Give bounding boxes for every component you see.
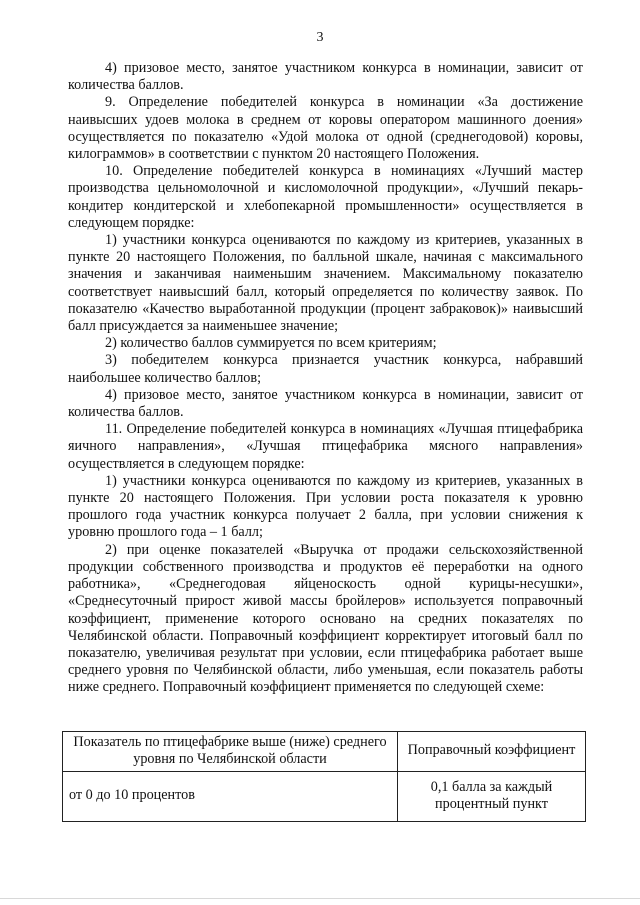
table-header-cell: Поправочный коэффициент: [398, 732, 586, 772]
paragraph: 2) при оценке показателей «Выручка от продажи сельскохозяйственной продукции собственного производства и продуктов её переработки на одного работника», «Среднегодовая яйценоскость одной курицы-несушки», «Среднесуточный прирост живой массы бройлеров» используется поправочный коэффициент, применение которого основано на средних показателях по Челябинской области. Поправочный коэффициент корректирует итоговый балл по показателю, увеличивая результат при условии, если птицефабрика работает выше среднего уровня по Челябинской области, либо уменьшая, если показатель работы ниже среднего. Поправочный коэффициент применяется по следующей схеме:: [68, 541, 583, 696]
table-header-cell: Показатель по птицефабрике выше (ниже) среднего уровня по Челябинской области: [63, 732, 398, 772]
coefficient-table: [62, 731, 586, 822]
paragraph: 2) количество баллов суммируется по всем критериям;: [105, 335, 437, 352]
scan-edge-line: [0, 898, 640, 899]
paragraph: 10. Определение победителей конкурса в номинациях «Лучший мастер производства цельномолочной и кисломолочной продукции», «Лучший пекарь-кондитер кондитерской и хлебопекарной промышленности» осуществляется в следующем порядке:: [68, 163, 583, 231]
paragraph: 4) призовое место, занятое участником конкурса в номинации, зависит от количества баллов.: [68, 386, 583, 421]
paragraph: 1) участники конкурса оцениваются по каждому из критериев, указанных в пункте 20 настоящего Положения. При условии роста показателя к уровню прошлого года участник конкурса получает 2 балла, при условии снижения к уровню прошлого года – 1 балл;: [68, 472, 583, 541]
paragraph: 9. Определение победителей конкурса в номинации «За достижение наивысших удоев молока в среднем от коровы оператором машинного доения» осуществляется по показателю «Удой молока от одной (среднегодовой) коровы, килограммов» в соответствии с пунктом 20 настоящего Положения.: [68, 94, 583, 163]
table-header-row: [63, 732, 586, 772]
document-body: [68, 60, 583, 697]
paragraph: 11. Определение победителей конкурса в номинациях «Лучшая птицефабрика яичного направления», «Лучшая птицефабрика мясного направления» осуществляется в следующем порядке:: [68, 421, 583, 472]
page-number: 3: [316, 30, 324, 45]
table-row: [63, 772, 586, 822]
paragraph: 1) участники конкурса оцениваются по каждому из критериев, указанных в пункте 20 настоящего Положения, по балльной шкале, начиная с максимального значения и заканчивая наименьшим значением. Максимальному показателю соответствует наивысший балл, который определяется по количеству заявок. По показателю «Качество выработанной продукции (процент забраковок)» наивысший балл присуждается за наименьшее значение;: [68, 232, 583, 335]
table-cell: 0,1 балла за каждый процентный пункт: [398, 772, 586, 822]
paragraph: 4) призовое место, занятое участником конкурса в номинации, зависит от количества баллов.: [68, 60, 583, 94]
paragraph: 3) победителем конкурса признается участник конкурса, набравший наибольшее количество баллов;: [68, 352, 583, 386]
table-cell: от 0 до 10 процентов: [63, 772, 398, 822]
